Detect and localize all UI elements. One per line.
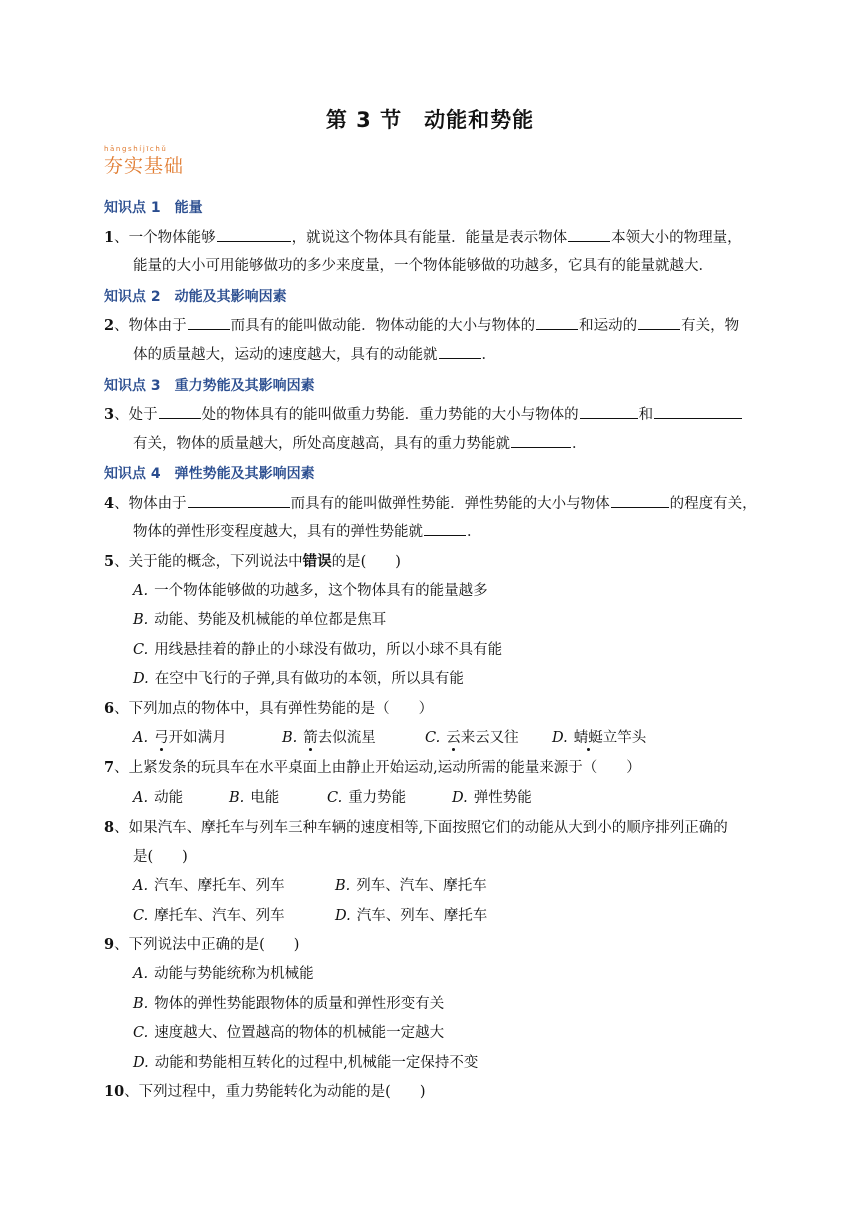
question-7: 7、上紧发条的玩具车在水平桌面上由静止开始运动,运动所需的能量来源于（ ） [104, 759, 641, 776]
question-number: 8 [104, 819, 115, 836]
answer-blank[interactable] [580, 404, 638, 419]
question-4-continued: 物体的弹性形变程度越大，具有的弹性势能就 ． [133, 520, 482, 541]
knowledge-point-label: 知识点 1 [104, 200, 161, 216]
knowledge-point-label: 知识点 3 [104, 378, 161, 394]
option-a[interactable]: A. 一个物体能够做的功越多，这个物体具有的能量越多 [133, 583, 488, 599]
option-c[interactable]: C. 摩托车、汽车、列车 [133, 908, 285, 924]
knowledge-point-2 [104, 286, 287, 306]
dotted-word: 箭 [303, 730, 318, 746]
question-number: 6 [104, 700, 115, 717]
answer-blank[interactable] [217, 227, 291, 242]
question-4: 4、物体由于 而具有的能叫做弹性势能．弹性势能的大小与物体 的程度有关， [104, 495, 757, 512]
answer-blank[interactable] [424, 521, 466, 536]
question-number: 9 [104, 936, 115, 953]
answer-blank[interactable] [536, 315, 578, 330]
option-b[interactable]: B. 电能 [229, 790, 280, 806]
section-title: 夯实基础 [104, 155, 185, 177]
question-1: 1、一个物体能够 ，就说这个物体具有能量．能量是表示物体 本领大小的物理量， [104, 229, 742, 246]
option-c[interactable]: C. 速度越大、位置越高的物体的机械能一定越大 [133, 1025, 445, 1041]
option-a[interactable]: A. 动能 [133, 790, 184, 806]
knowledge-point-name: 动能及其影响因素 [174, 289, 287, 305]
knowledge-point-label: 知识点 4 [104, 466, 161, 482]
dotted-word: 蜻蜓 [573, 730, 603, 746]
answer-blank[interactable] [188, 493, 290, 508]
knowledge-point-4 [104, 463, 315, 483]
emphasis-text: 错误 [302, 553, 332, 570]
question-number: 1 [104, 229, 115, 246]
answer-blank[interactable] [638, 315, 680, 330]
answer-blank[interactable] [188, 315, 230, 330]
option-c[interactable]: C. 云来云又往 [425, 730, 519, 746]
dotted-word: 弓 [154, 730, 169, 746]
question-9: 9、下列说法中正确的是( ) [104, 936, 300, 953]
option-b[interactable]: B. 物体的弹性势能跟物体的质量和弹性形变有关 [133, 996, 445, 1012]
question-number: 2 [104, 317, 115, 334]
option-a[interactable]: A. 弓开如满月 [133, 730, 227, 746]
option-b[interactable]: B. 箭去似流星 [282, 730, 376, 746]
question-number: 3 [104, 406, 115, 423]
answer-blank[interactable] [439, 344, 481, 359]
question-1-continued: 能量的大小可用能够做功的多少来度量，一个物体能够做的功越多，它具有的能量就越大． [133, 258, 713, 274]
option-c[interactable]: C. 用线悬挂着的静止的小球没有做功，所以小球不具有能 [133, 642, 503, 658]
question-5: 5、关于能的概念，下列说法中错误的是( ) [104, 553, 401, 570]
option-d[interactable]: D. 蜻蜓立竿头 [552, 730, 647, 746]
question-8-continued: 是( ) [133, 849, 188, 865]
answer-blank[interactable] [159, 404, 201, 419]
question-8: 8、如果汽车、摩托车与列车三种车辆的速度相等,下面按照它们的动能从大到小的顺序排列正确的 [104, 819, 728, 836]
question-2-continued: 体的质量越大，运动的速度越大，具有的动能就 ． [133, 343, 496, 364]
question-number: 4 [104, 495, 115, 512]
question-number: 5 [104, 553, 115, 570]
question-6: 6、下列加点的物体中，具有弹性势能的是（ ） [104, 700, 434, 717]
knowledge-point-label: 知识点 2 [104, 289, 161, 305]
option-d[interactable]: D. 汽车、列车、摩托车 [335, 908, 488, 924]
answer-blank[interactable] [511, 433, 571, 448]
option-b[interactable]: B. 动能、势能及机械能的单位都是焦耳 [133, 612, 387, 628]
question-number: 7 [104, 759, 115, 776]
knowledge-point-name: 能量 [174, 200, 203, 216]
question-number: 10 [104, 1083, 125, 1100]
dotted-word: 云 [446, 730, 461, 746]
option-d[interactable]: D. 弹性势能 [452, 790, 532, 806]
knowledge-point-1 [104, 197, 203, 217]
question-2: 2、物体由于 而具有的能叫做动能．物体动能的大小与物体的 和运动的 有关，物 [104, 317, 740, 334]
option-c[interactable]: C. 重力势能 [327, 790, 407, 806]
option-d[interactable]: D. 动能和势能相互转化的过程中,机械能一定保持不变 [133, 1055, 479, 1071]
page-title: 第 3 节 动能和势能 [325, 108, 535, 132]
option-b[interactable]: B. 列车、汽车、摩托车 [335, 878, 487, 894]
answer-blank[interactable] [568, 227, 610, 242]
knowledge-point-name: 重力势能及其影响因素 [174, 378, 315, 394]
section-header [104, 145, 184, 178]
question-3: 3、处于 处的物体具有的能叫做重力势能．重力势能的大小与物体的 和 [104, 403, 743, 424]
answer-blank[interactable] [611, 493, 669, 508]
knowledge-point-name: 弹性势能及其影响因素 [174, 466, 315, 482]
answer-blank[interactable] [654, 404, 742, 419]
section-pinyin: hāngshíjīchǔ [104, 145, 168, 153]
option-a[interactable]: A. 汽车、摩托车、列车 [133, 878, 285, 894]
knowledge-point-3 [104, 375, 315, 395]
option-d[interactable]: D. 在空中飞行的子弹,具有做功的本领，所以具有能 [133, 671, 464, 687]
question-3-continued: 有关，物体的质量越大，所处高度越高，具有的重力势能就 ． [133, 432, 587, 453]
question-10: 10、下列过程中，重力势能转化为动能的是( ) [104, 1083, 426, 1100]
option-a[interactable]: A. 动能与势能统称为机械能 [133, 966, 314, 982]
